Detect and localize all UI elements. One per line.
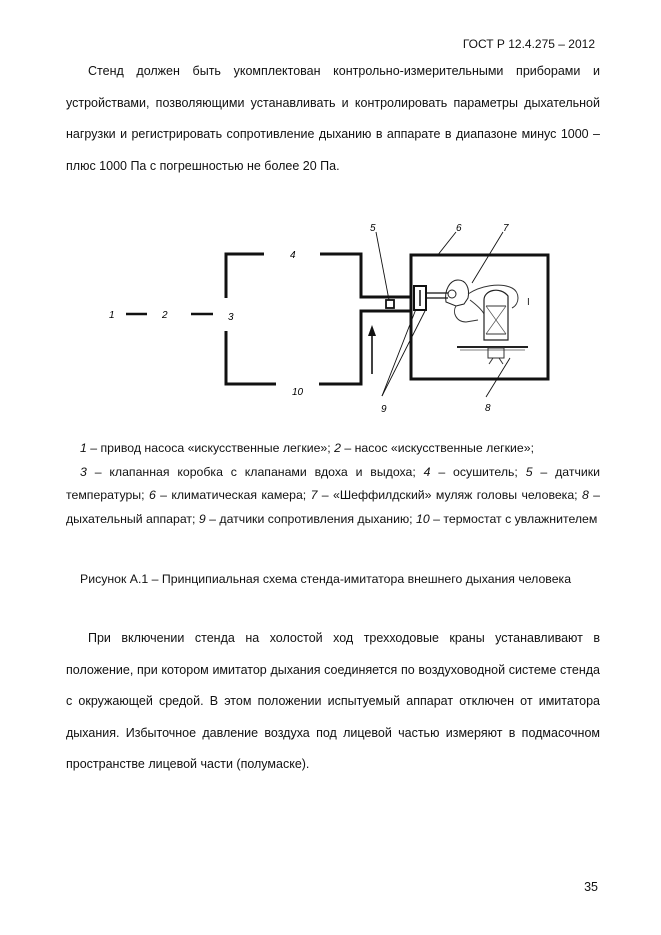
figure-legend xyxy=(66,437,600,531)
fig-label-1: 1 xyxy=(109,310,115,321)
breathing-apparatus xyxy=(484,290,508,340)
figure-caption: Рисунок А.1 – Принципиальная схема стенда-имитатора внешнего дыхания человека xyxy=(80,572,572,586)
fig-label-3: 3 xyxy=(228,312,234,323)
document-header: ГОСТ Р 12.4.275 – 2012 xyxy=(462,37,595,51)
temperature-sensor xyxy=(386,300,394,308)
fig-label-9: 9 xyxy=(381,404,387,415)
paragraph-idle-mode xyxy=(66,623,600,781)
duct-top xyxy=(320,254,411,297)
fig-label-5: 5 xyxy=(370,223,376,234)
fig-label-8: 8 xyxy=(485,403,491,414)
duct-bottom xyxy=(319,311,411,384)
leader-5 xyxy=(376,232,389,300)
fig-label-2: 2 xyxy=(162,310,168,321)
page-number: 35 xyxy=(584,880,598,894)
fig-label-6: 6 xyxy=(456,223,462,234)
legend-line-1: 1 – привод насоса «искусственные легкие»; 2 – насос «искусственные легкие»; xyxy=(80,441,534,455)
leader-6 xyxy=(437,232,456,256)
fig-label-7: 7 xyxy=(503,223,509,234)
flow-arrowhead xyxy=(368,325,376,336)
valve-box-bottom-left xyxy=(226,331,276,384)
paragraph-idle-mode-text: При включении стенда на холостой ход трехходовые краны устанавливают в положение, при котором имитатор дыхания соединяется по воздуховодной системе стенда с окружающей средой. В этом положении испытуемый аппарат отключен от имитатора дыхания. Избыточное давление воздуха под лицевой частью измеряют в подмасочном пространстве лицевой части (полумаске). xyxy=(66,631,600,771)
fig-label-10: 10 xyxy=(292,387,304,398)
fig-label-4: 4 xyxy=(290,250,296,261)
leader-7 xyxy=(472,232,503,283)
chamber-mark: I xyxy=(527,297,530,308)
paragraph-requirements-text: Стенд должен быть укомплектован контрольно-измерительными приборами и устройствами, позволяющими устанавливать и контролировать параметры дыхательной нагрузки и регистрировать сопротивление дыханию в аппарате в диапазоне минус 1000 – плюс 1000 Па с погрешностью не более 20 Па. xyxy=(66,64,600,173)
valve-box-top-left xyxy=(226,254,264,298)
legend-block: 3 – клапанная коробка с клапанами вдоха и выдоха; 4 – осушитель; 5 – датчики температуры; 6 – климатическая камера; 7 – «Шеффилдский» муляж головы человека; 8 – дыхательный аппарат; 9 – датчики сопротивления дыханию; 10 – термостат с увлажнителем xyxy=(66,464,601,526)
climate-chamber xyxy=(411,255,548,379)
leader-9b xyxy=(382,309,426,396)
head-phantom xyxy=(446,280,469,306)
